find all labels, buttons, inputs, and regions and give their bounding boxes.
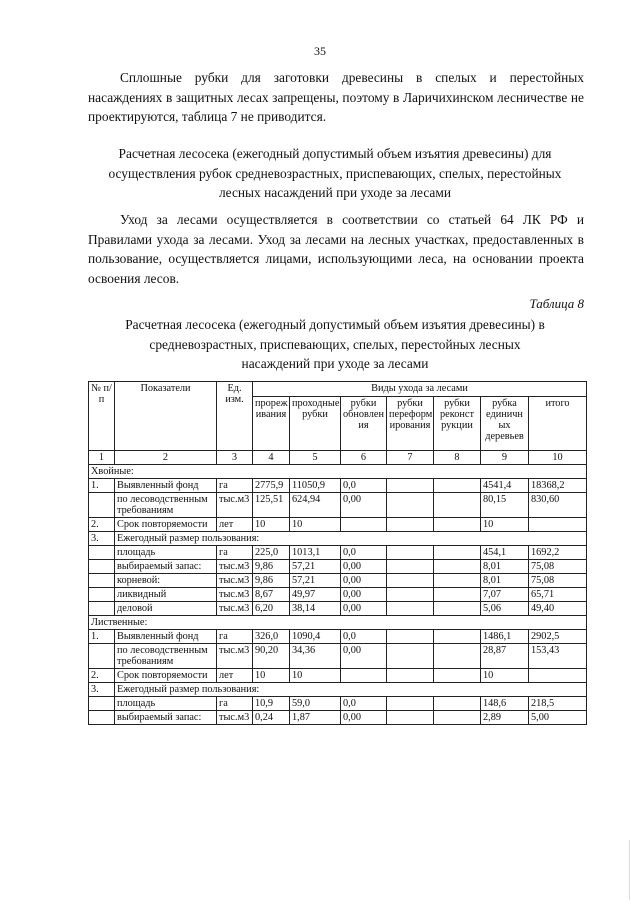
row-value: 11050,9 [290, 479, 341, 493]
row-value: 125,51 [253, 493, 290, 518]
row-value: 80,15 [481, 493, 529, 518]
row-indicator: по лесоводственным требованиям [115, 644, 217, 669]
row-value [387, 479, 434, 493]
header-unit: Ед. изм. [217, 382, 253, 451]
row-value [434, 546, 481, 560]
row-value: 0,24 [253, 711, 290, 725]
table-row [89, 518, 587, 532]
row-value: 1692,2 [529, 546, 587, 560]
row-value: 65,71 [529, 588, 587, 602]
row-value [387, 669, 434, 683]
row-value: 0,0 [341, 479, 387, 493]
row-value: 38,14 [290, 602, 341, 616]
row-value: 18368,2 [529, 479, 587, 493]
col-number: 1 [89, 451, 115, 465]
row-number: 1. [89, 479, 115, 493]
row-unit: тыс.м3 [217, 560, 253, 574]
row-number: 2. [89, 669, 115, 683]
row-value: 57,21 [290, 574, 341, 588]
row-indicator: Выявленный фонд [115, 479, 217, 493]
row-indicator: выбираемый запас: [115, 560, 217, 574]
row-value [434, 493, 481, 518]
row-indicator: деловой [115, 602, 217, 616]
row-value: 4541,4 [481, 479, 529, 493]
row-value [387, 711, 434, 725]
row-value [434, 697, 481, 711]
row-number [89, 588, 115, 602]
row-value [434, 602, 481, 616]
table-row [89, 697, 587, 711]
row-unit: тыс.м3 [217, 644, 253, 669]
row-value [434, 560, 481, 574]
row-value [434, 588, 481, 602]
header-single-tree-cuts: рубка единичн ых деревьев [481, 397, 529, 451]
row-value [434, 518, 481, 532]
row-value [387, 546, 434, 560]
row-value [434, 644, 481, 669]
row-value: 0,00 [341, 711, 387, 725]
row-value: 10 [481, 669, 529, 683]
row-value: 624,94 [290, 493, 341, 518]
row-number [89, 493, 115, 518]
row-value: 7,07 [481, 588, 529, 602]
row-value: 10 [290, 669, 341, 683]
row-value: 0,00 [341, 588, 387, 602]
table-row [89, 546, 587, 560]
row-value: 218,5 [529, 697, 587, 711]
row-value: 225,0 [253, 546, 290, 560]
row-value [341, 518, 387, 532]
row-number: 3. [89, 683, 115, 697]
table-row [89, 560, 587, 574]
row-unit: тыс.м3 [217, 602, 253, 616]
row-value: 9,86 [253, 560, 290, 574]
header-thinning: прореж ивания [253, 397, 290, 451]
row-value [341, 669, 387, 683]
row-value: 10,9 [253, 697, 290, 711]
row-indicator: корневой: [115, 574, 217, 588]
header-renewal-cuts: рубки обновлен ия [341, 397, 387, 451]
row-unit: тыс.м3 [217, 711, 253, 725]
row-unit: га [217, 697, 253, 711]
row-indicator: выбираемый запас: [115, 711, 217, 725]
table-row [89, 683, 587, 697]
row-value: 454,1 [481, 546, 529, 560]
row-number [89, 574, 115, 588]
table-row [89, 532, 587, 546]
page-number: 35 [314, 44, 326, 58]
row-number [89, 560, 115, 574]
row-unit: тыс.м3 [217, 588, 253, 602]
col-number: 9 [481, 451, 529, 465]
table-row [89, 493, 587, 518]
row-value [387, 493, 434, 518]
col-number: 4 [253, 451, 290, 465]
row-value: 9,86 [253, 574, 290, 588]
row-value: 0,0 [341, 630, 387, 644]
row-value: 326,0 [253, 630, 290, 644]
row-value [529, 669, 587, 683]
row-value: 75,08 [529, 560, 587, 574]
header-reconstruction-cuts: рубки реконст рукции [434, 397, 481, 451]
row-value: 0,00 [341, 644, 387, 669]
row-unit: тыс.м3 [217, 493, 253, 518]
row-value: 5,00 [529, 711, 587, 725]
row-value: 830,60 [529, 493, 587, 518]
row-value: 75,08 [529, 574, 587, 588]
header-num: № п/п [89, 382, 115, 451]
row-span-label: Ежегодный размер пользования: [115, 683, 587, 697]
row-unit: га [217, 546, 253, 560]
row-number [89, 697, 115, 711]
section-row [89, 616, 587, 630]
row-value: 1090,4 [290, 630, 341, 644]
section-row [89, 465, 587, 479]
row-value: 2775,9 [253, 479, 290, 493]
row-value [387, 588, 434, 602]
row-value [387, 574, 434, 588]
row-value [387, 630, 434, 644]
row-indicator: Срок повторяемости [115, 669, 217, 683]
row-indicator: ликвидный [115, 588, 217, 602]
row-indicator: Срок повторяемости [115, 518, 217, 532]
table-row [89, 479, 587, 493]
header-reformation-cuts: рубки переформ ирования [387, 397, 434, 451]
row-indicator: по лесоводственным требованиям [115, 493, 217, 518]
row-value: 6,20 [253, 602, 290, 616]
row-value: 2902,5 [529, 630, 587, 644]
row-value [434, 669, 481, 683]
row-indicator: площадь [115, 697, 217, 711]
scan-margin-line [629, 840, 630, 900]
row-span-label: Ежегодный размер пользования: [115, 532, 587, 546]
row-unit: тыс.м3 [217, 574, 253, 588]
row-value: 8,01 [481, 574, 529, 588]
row-unit: лет [217, 669, 253, 683]
row-value: 1013,1 [290, 546, 341, 560]
table-row [89, 630, 587, 644]
allowable-cut-table [88, 381, 587, 725]
row-value: 5,06 [481, 602, 529, 616]
row-number [89, 602, 115, 616]
row-value: 153,43 [529, 644, 587, 669]
table-row [89, 588, 587, 602]
header-care-types: Виды ухода за лесами [253, 382, 587, 397]
table-row [89, 711, 587, 725]
row-unit: лет [217, 518, 253, 532]
col-number: 5 [290, 451, 341, 465]
table-row [89, 669, 587, 683]
row-value: 90,20 [253, 644, 290, 669]
section-title: Хвойные: [89, 465, 587, 479]
row-number [89, 644, 115, 669]
col-number: 2 [115, 451, 217, 465]
row-value [434, 574, 481, 588]
row-value: 49,40 [529, 602, 587, 616]
row-value: 0,0 [341, 546, 387, 560]
row-value: 10 [253, 669, 290, 683]
row-value: 57,21 [290, 560, 341, 574]
row-value [387, 518, 434, 532]
row-value: 8,01 [481, 560, 529, 574]
row-value: 1486,1 [481, 630, 529, 644]
row-value: 148,6 [481, 697, 529, 711]
row-value [529, 518, 587, 532]
row-value: 10 [481, 518, 529, 532]
row-indicator: площадь [115, 546, 217, 560]
table-row [89, 574, 587, 588]
table-row [89, 644, 587, 669]
row-value: 59,0 [290, 697, 341, 711]
row-number [89, 546, 115, 560]
table-caption: Таблица 8 [529, 296, 584, 311]
row-value: 0,00 [341, 574, 387, 588]
row-value: 28,87 [481, 644, 529, 669]
row-number: 2. [89, 518, 115, 532]
table-title: Расчетная лесосека (ежегодный допустимый объем изъятия древесины) в средневозрастных, приспевающих, спелых, перестойных лесных насаждений при уходе за лесами [125, 317, 545, 371]
row-value: 0,0 [341, 697, 387, 711]
heading-allowable-cut: Расчетная лесосека (ежегодный допустимый объем изъятия древесины) для осуществления рубок средневозрастных, приспевающих, спелых, перестойных лесных насаждений при уходе за лесами [108, 146, 562, 200]
row-unit: га [217, 630, 253, 644]
col-number: 3 [217, 451, 253, 465]
row-value: 0,00 [341, 602, 387, 616]
row-value: 10 [290, 518, 341, 532]
row-value [434, 711, 481, 725]
row-value [434, 630, 481, 644]
row-value [387, 560, 434, 574]
row-value: 2,89 [481, 711, 529, 725]
row-value: 0,00 [341, 493, 387, 518]
row-number: 1. [89, 630, 115, 644]
row-value: 0,00 [341, 560, 387, 574]
header-indicators: Показатели [115, 382, 217, 451]
row-indicator: Выявленный фонд [115, 630, 217, 644]
row-value [387, 697, 434, 711]
section-title: Лиственные: [89, 616, 587, 630]
table-body [89, 465, 587, 725]
row-number [89, 711, 115, 725]
row-number: 3. [89, 532, 115, 546]
row-value: 34,36 [290, 644, 341, 669]
row-value: 10 [253, 518, 290, 532]
row-unit: га [217, 479, 253, 493]
col-number: 10 [529, 451, 587, 465]
col-number: 6 [341, 451, 387, 465]
row-value [387, 602, 434, 616]
col-number: 8 [434, 451, 481, 465]
header-total: итого [529, 397, 587, 451]
row-value: 1,87 [290, 711, 341, 725]
row-value [387, 644, 434, 669]
paragraph-clear-cuts: Сплошные рубки для заготовки древесины в спелых и перестойных насаждениях в защитных лесах запрещены, поэтому в Ларичихинском лесничестве не проектируются, таблица 7 не приводится. [88, 70, 584, 124]
col-number: 7 [387, 451, 434, 465]
row-value: 49,97 [290, 588, 341, 602]
table-row [89, 602, 587, 616]
paragraph-forest-care: Уход за лесами осуществляется в соответствии со статьей 64 ЛК РФ и Правилами ухода за лесами. Уход за лесами на лесных участках, предоставленных в пользование, осуществляется лицами, использующими леса, на основании проекта освоения лесов. [88, 212, 584, 286]
row-value: 8,67 [253, 588, 290, 602]
header-passage-cuts: проходные рубки [290, 397, 341, 451]
row-value [434, 479, 481, 493]
